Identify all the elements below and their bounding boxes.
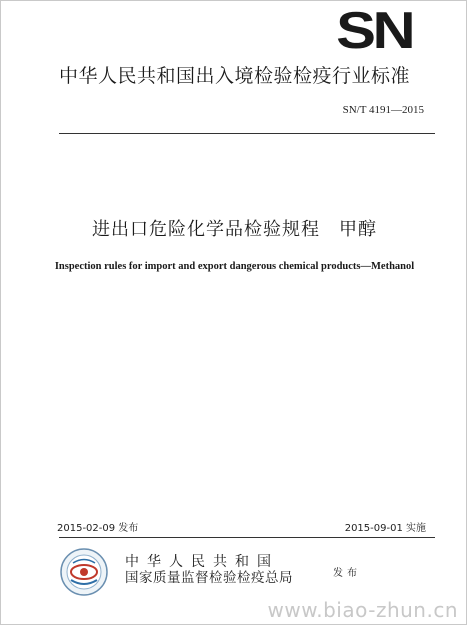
- issue-date: 2015-02-09 发布: [57, 523, 139, 534]
- document-title-english: Inspection rules for import and export dangerous chemical products—Methanol: [54, 261, 415, 272]
- sn-logo: SN: [335, 2, 412, 60]
- standard-number: SN/T 4191—2015: [342, 104, 424, 116]
- publish-label: 发布: [333, 568, 361, 579]
- standard-category-title: 中华人民共和国出入境检验检疫行业标准: [58, 65, 410, 87]
- document-title-chinese: 进出口危险化学品检验规程 甲醇: [92, 219, 377, 240]
- aqsiq-emblem-icon: [59, 547, 109, 597]
- header-divider: [59, 133, 435, 134]
- site-watermark: www.biao-zhun.cn: [267, 598, 458, 622]
- publisher-country: 中华人民共和国: [125, 554, 279, 570]
- implementation-date: 2015-09-01 实施: [344, 523, 426, 534]
- publisher-block: [125, 554, 293, 587]
- publisher-agency: 国家质量监督检验检疫总局: [125, 570, 293, 586]
- footer-divider: [59, 537, 435, 538]
